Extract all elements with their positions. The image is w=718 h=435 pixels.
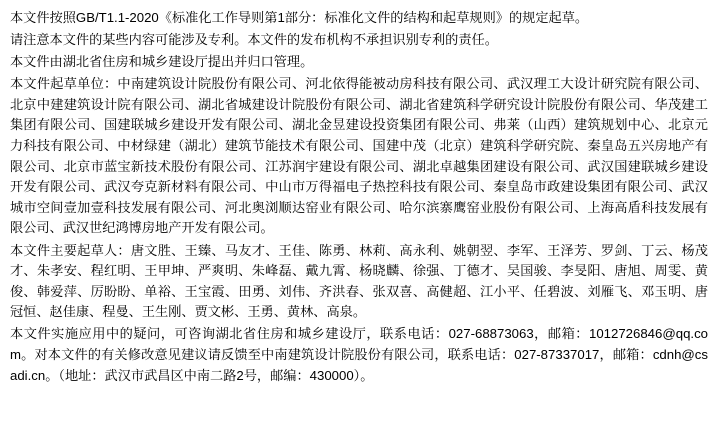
- paragraph-drafting-organizations: 本文件起草单位：中南建筑设计院股份有限公司、河北依得能被动房科技有限公司、武汉理工大设计研究院有限公司、北京中建建筑设计院有限公司、湖北省城建设计院股份有限公司、湖北省建筑科学研究设计院股份有限公司、华茂建工集团有限公司、国建联城乡建设开发有限公司、湖北金昱建设投资集团有限公司、弗莱（山西）建筑规划中心、北京元力科技有限公司、中材绿建（湖北）建筑节能技术有限公司、国建中茂（北京）建筑科学研究院、秦皇岛五兴房地产有限公司、北京市蓝宝新技术股份有限公司、江苏润宇建设有限公司、湖北卓越集团建设有限公司、武汉国建联城乡建设开发有限公司、武汉夸克新材料有限公司、中山市万得福电子热控科技有限公司、秦皇岛市政建设集团有限公司、武汉城市空间壹加壹科技发展有限公司、河北奥浏顺达窑业有限公司、哈尔滨寨鹰窑业股份有限公司、上海高盾科技发展有限公司、武汉世纪鸿博房地产开发有限公司。: [10, 76, 708, 236]
- paragraph-drafting-rules: 本文件按照GB/T1.1-2020《标准化工作导则第1部分：标准化文件的结构和起草规则》的规定起草。: [10, 10, 589, 25]
- paragraph-main-drafters: 本文件主要起草人：唐文胜、王臻、马友才、王佳、陈勇、林莉、高永利、姚朝翌、李军、王泽芳、罗剑、丁云、杨茂才、朱孝安、程红明、王甲坤、严爽明、朱峰磊、戴九霄、杨晓麟、徐强、丁德才、吴国骏、李旻阳、唐旭、周雯、黄俊、韩爱萍、厉盼盼、单裕、王宝霞、田勇、刘伟、齐洪春、张双喜、高健超、江小平、任碧波、刘雁飞、邓玉明、唐冠恒、赵佳康、程曼、王生刚、贾文彬、王勇、黄林、高泉。: [10, 242, 708, 320]
- paragraph-issuing-authority: 本文件由湖北省住房和城乡建设厅提出并归口管理。: [10, 54, 314, 70]
- paragraph-contact-info: 本文件实施应用中的疑问，可咨询湖北省住房和城乡建设厅，联系电话：027-68873063，邮箱：1012726846@qq.com。对本文件的有关修改意见建议请反馈至中南建筑设计院股份有限公司，联系电话：027-87337017，邮箱：cdnh@csadi.cn。（地址：武汉市武昌区中南二路2号，邮编：430000）。: [10, 326, 708, 383]
- paragraph-patent-notice: 请注意本文件的某些内容可能涉及专利。本文件的发布机构不承担识别专利的责任。: [10, 32, 498, 48]
